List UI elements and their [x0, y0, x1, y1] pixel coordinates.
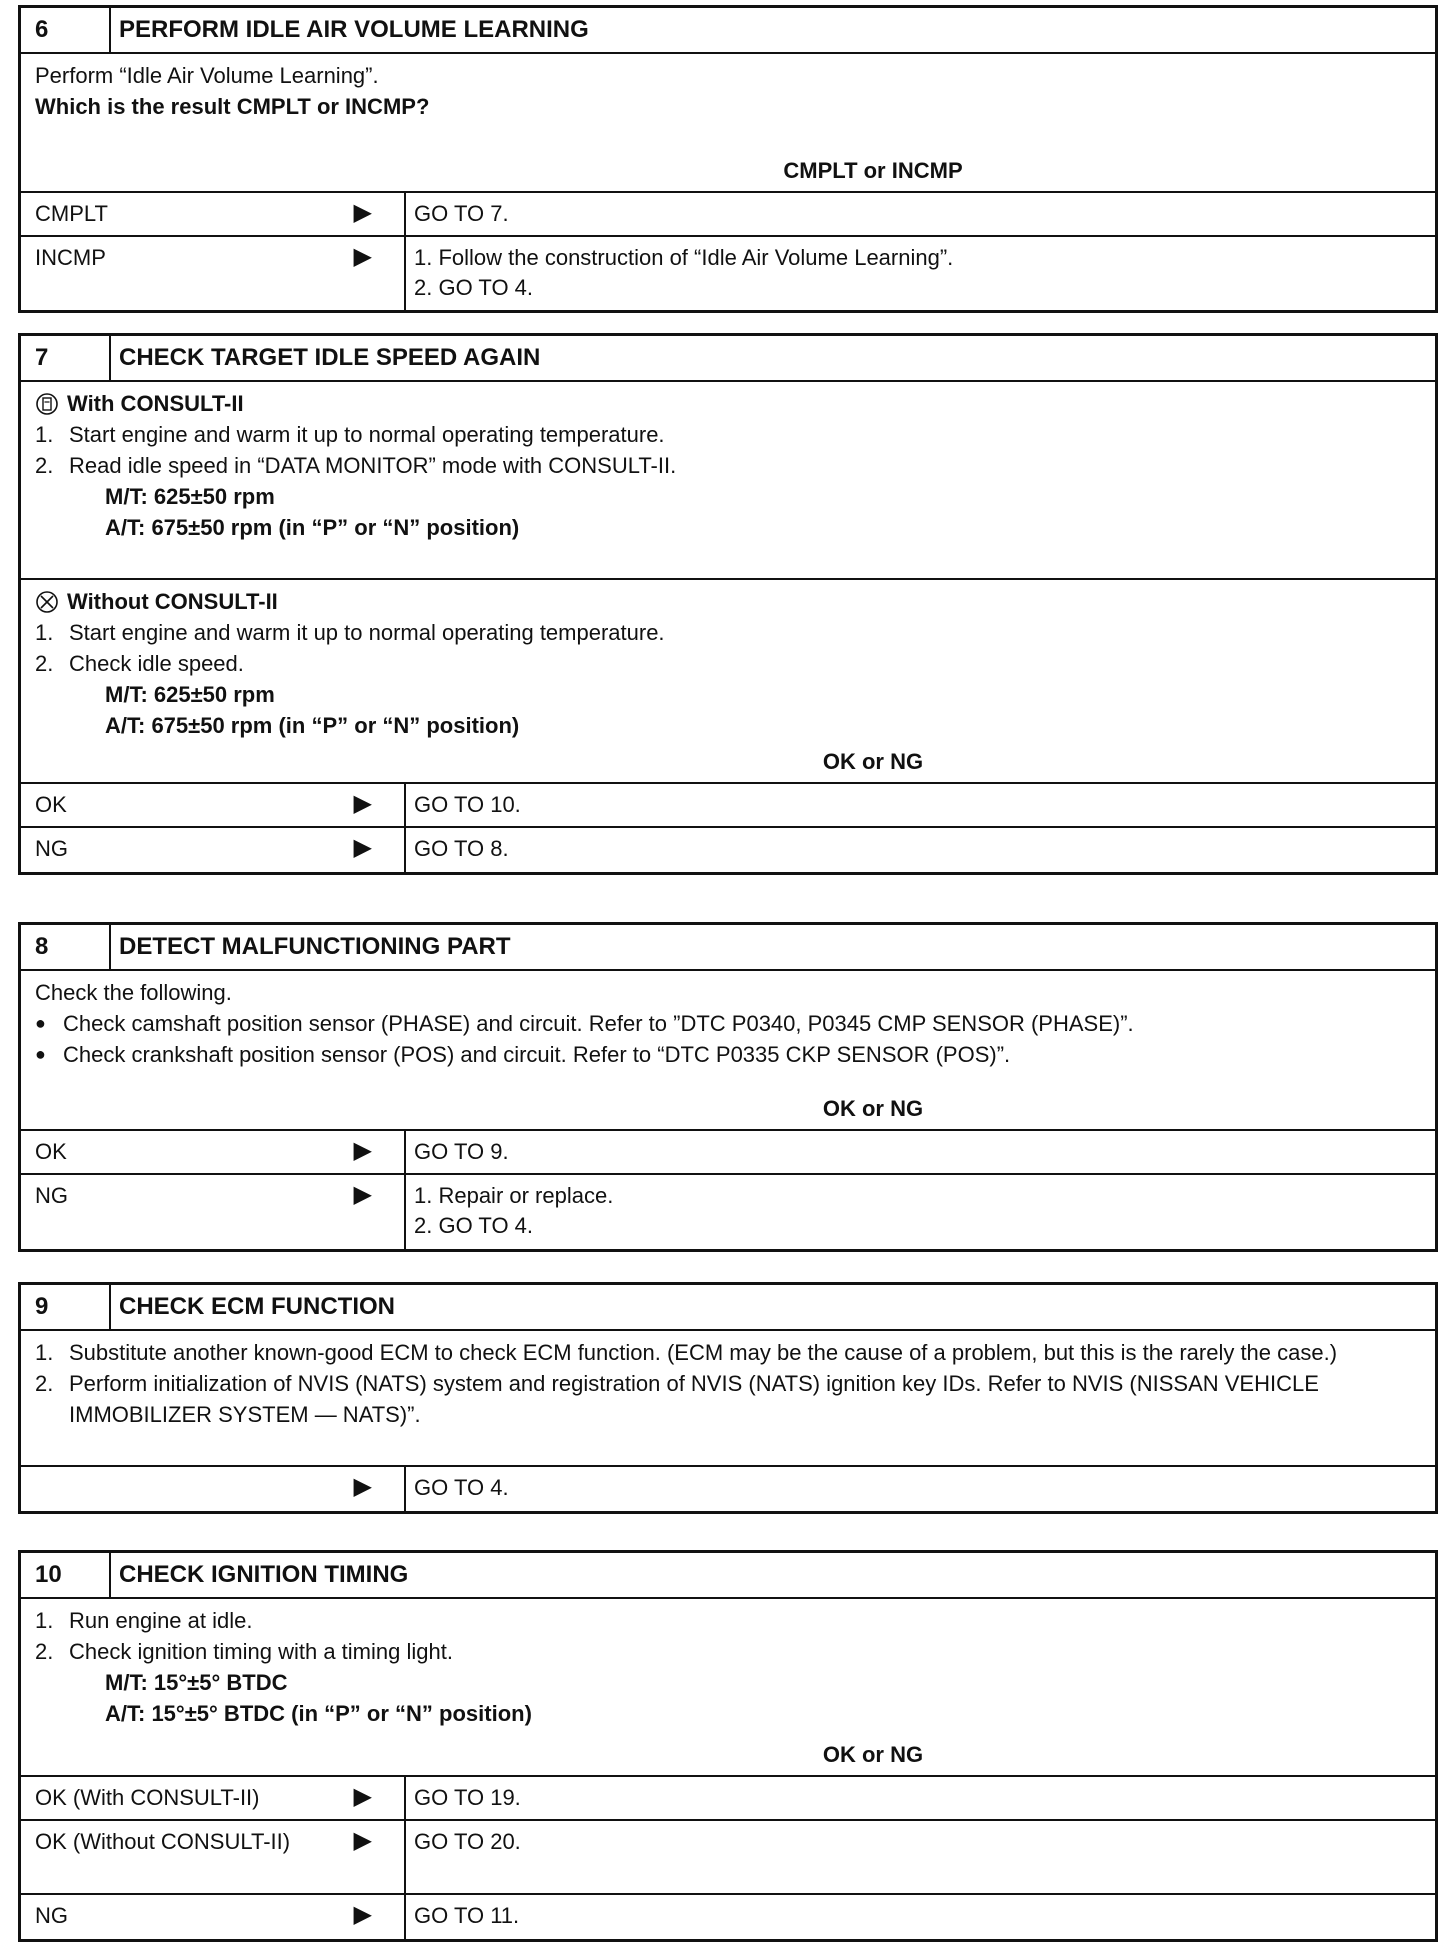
bullet-icon: ● — [35, 1044, 46, 1064]
step-6-block — [18, 5, 1438, 313]
condition: OK (Without CONSULT-II) — [35, 1829, 291, 1854]
action: GO TO 7. — [414, 201, 509, 226]
action: GO TO 9. — [414, 1139, 509, 1164]
spec-at: A/T: 15°±5° BTDC (in “P” or “N” position) — [105, 1701, 532, 1726]
step-item: Read idle speed in “DATA MONITOR” mode with CONSULT-II. — [69, 453, 677, 478]
action-line: 1. Follow the construction of “Idle Air Volume Learning”. — [414, 245, 954, 270]
arrow-right-icon: ▶ — [353, 1181, 372, 1208]
spec-mt: M/T: 625±50 rpm — [105, 484, 275, 509]
step-title: CHECK IGNITION TIMING — [119, 1561, 409, 1588]
step-item: Start engine and warm it up to normal operating temperature. — [69, 422, 665, 447]
step-9-block: 9 CHECK ECM FUNCTION 1. Substitute another known-good ECM to check ECM function. (ECM may be the cause of a problem, but this is the rarely the case.) 2. Perform initialization of NVIS (NATS) system and registration of NVIS (NATS) ignition key IDs. Refer to NVIS (NISSAN VEHICLE IMMOBILIZER SYSTEM — NATS)”. ▶ GO TO 4. — [18, 1282, 1438, 1514]
bullet-icon: ● — [35, 1013, 46, 1033]
with-consult-label: With CONSULT-II — [67, 391, 244, 416]
action: GO TO 4. — [414, 1475, 509, 1500]
condition: OK — [35, 792, 67, 817]
result-row — [21, 1467, 1435, 1511]
instruction: Perform “Idle Air Volume Learning”. — [35, 63, 379, 88]
arrow-right-icon: ▶ — [353, 1827, 372, 1854]
action: GO TO 10. — [414, 792, 521, 817]
step-number: 6 — [21, 8, 111, 52]
consult-icon — [35, 392, 59, 416]
condition: OK — [35, 1139, 67, 1164]
result-row — [21, 1895, 1435, 1939]
step-number: 8 — [21, 925, 111, 969]
without-consult-label: Without CONSULT-II — [67, 589, 278, 614]
arrow-right-icon: ▶ — [353, 834, 372, 861]
step-item: Substitute another known-good ECM to check ECM function. (ECM may be the cause of a problem, but this is the rarely the case.) — [69, 1340, 1338, 1365]
bullet-item: Check camshaft position sensor (PHASE) and circuit. Refer to ”DTC P0340, P0345 CMP SENSOR (PHASE)”. — [63, 1011, 1134, 1036]
action: GO TO 8. — [414, 836, 509, 861]
step-item: Check ignition timing with a timing light. — [69, 1639, 453, 1664]
step-title: DETECT MALFUNCTIONING PART — [119, 933, 511, 960]
question: Which is the result CMPLT or INCMP? — [35, 94, 430, 119]
result-row — [21, 237, 1435, 310]
arrow-right-icon: ▶ — [353, 1783, 372, 1810]
condition: INCMP — [35, 245, 106, 270]
result-label: OK or NG — [21, 1733, 1435, 1777]
condition: CMPLT — [35, 201, 108, 226]
action-line: 1. Repair or replace. — [414, 1183, 614, 1208]
arrow-right-icon: ▶ — [353, 1473, 372, 1500]
step-number: 10 — [21, 1553, 111, 1597]
action: GO TO 11. — [414, 1903, 520, 1928]
step-title: CHECK TARGET IDLE SPEED AGAIN — [119, 344, 541, 371]
action-line: 2. GO TO 4. — [414, 275, 534, 300]
step-8-block — [18, 922, 1438, 1252]
condition: NG — [35, 836, 68, 861]
result-row — [21, 784, 1435, 828]
spec-mt: M/T: 15°±5° BTDC — [105, 1670, 288, 1695]
condition: OK (With CONSULT-II) — [35, 1785, 260, 1810]
arrow-right-icon: ▶ — [353, 1901, 372, 1928]
condition: NG — [35, 1183, 68, 1208]
result-row — [21, 1175, 1435, 1249]
result-label: CMPLT or INCMP — [21, 149, 1435, 193]
step-7-block: 7 CHECK TARGET IDLE SPEED AGAIN With CONSULT-II 1. Start engine and warm it up to normal operating temperature. 2. Read idle speed in “DATA MONITOR” mode with CONSULT-II. M/T: 625±50 rpm A/T: 675±50 rpm (in “P” or “N” position) Without CONSULT-II 1. Start engine and warm it up to normal operating temperature. 2. Check idle speed. M/T: 625±50 rpm A/T: 675±50 rpm (in “P” or “N” position) OK or NG OK ▶ GO TO 10. NG ▶ GO TO 8. — [18, 333, 1438, 875]
result-row — [21, 1821, 1435, 1895]
condition: NG — [35, 1903, 68, 1928]
spec-at: A/T: 675±50 rpm (in “P” or “N” position) — [105, 713, 520, 738]
intro: Check the following. — [35, 980, 232, 1005]
result-row — [21, 193, 1435, 237]
step-title: PERFORM IDLE AIR VOLUME LEARNING — [119, 16, 589, 43]
no-consult-icon — [35, 590, 59, 614]
bullet-item: Check crankshaft position sensor (POS) and circuit. Refer to “DTC P0335 CKP SENSOR (POS)”. — [63, 1042, 1011, 1067]
arrow-right-icon: ▶ — [353, 790, 372, 817]
step-title: CHECK ECM FUNCTION — [119, 1293, 395, 1320]
result-row — [21, 828, 1435, 872]
result-row — [21, 1777, 1435, 1821]
result-label: OK or NG — [21, 740, 1435, 784]
action: GO TO 20. — [414, 1829, 521, 1854]
step-number: 7 — [21, 336, 111, 380]
step-item: Check idle speed. — [69, 651, 244, 676]
arrow-right-icon: ▶ — [353, 1137, 372, 1164]
result-label: OK or NG — [21, 1087, 1435, 1131]
action-line: 2. GO TO 4. — [414, 1213, 534, 1238]
result-row — [21, 1131, 1435, 1175]
step-item: Perform initialization of NVIS (NATS) system and registration of NVIS (NATS) ignition key IDs. Refer to NVIS (NISSAN VEHICLE IMMOBILIZER SYSTEM — NATS)”. — [69, 1371, 1319, 1427]
arrow-right-icon: ▶ — [353, 199, 372, 226]
arrow-right-icon: ▶ — [353, 243, 372, 270]
spec-mt: M/T: 625±50 rpm — [105, 682, 275, 707]
step-number: 9 — [21, 1285, 111, 1329]
spec-at: A/T: 675±50 rpm (in “P” or “N” position) — [105, 515, 520, 540]
step-item: Start engine and warm it up to normal operating temperature. — [69, 620, 665, 645]
step-10-block: 10 CHECK IGNITION TIMING 1. Run engine at idle. 2. Check ignition timing with a timing light. M/T: 15°±5° BTDC A/T: 15°±5° BTDC (in “P” or “N” position) OK or NG OK (With CONSULT-II) ▶ GO TO 19. OK (Without CONSULT-II) ▶ GO TO 20. NG ▶ GO TO 11. — [18, 1550, 1438, 1942]
action: GO TO 19. — [414, 1785, 521, 1810]
step-item: Run engine at idle. — [69, 1608, 253, 1633]
